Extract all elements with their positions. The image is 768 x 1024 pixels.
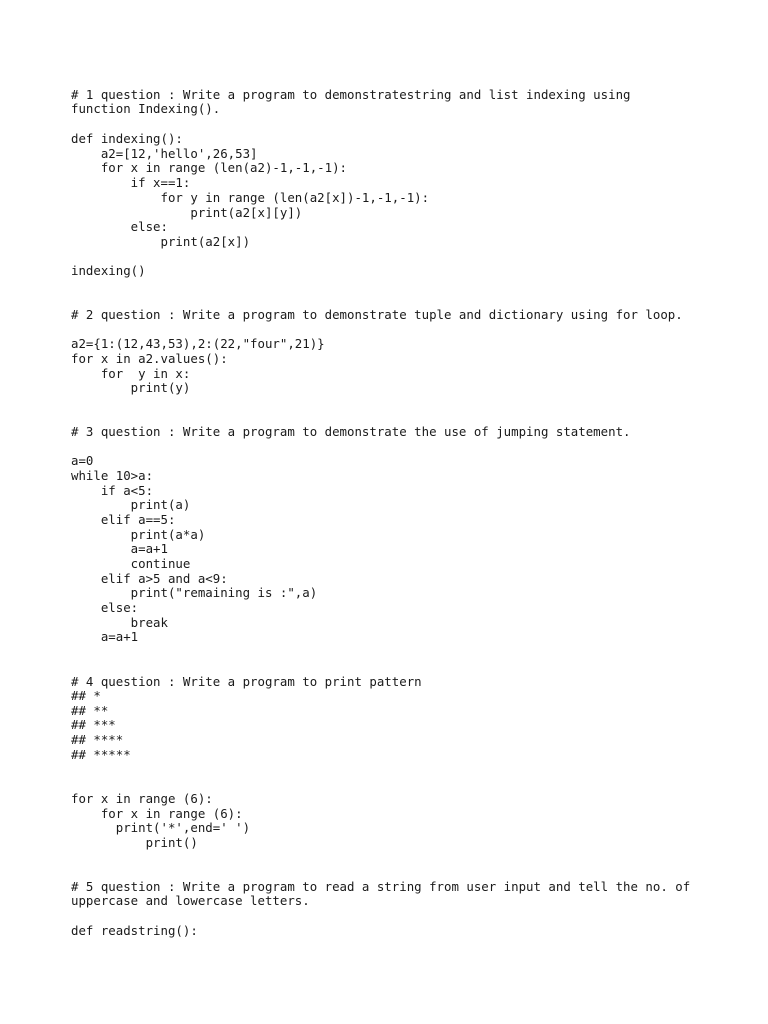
code-line: print(a*a) (71, 527, 206, 542)
q1-heading-line-2: function Indexing(). (71, 101, 221, 116)
pattern-line: ## ***** (71, 747, 131, 762)
code-line: a=a+1 (71, 629, 139, 644)
code-line: print() (71, 835, 198, 850)
code-line: print(a) (71, 497, 191, 512)
pattern-line: ## * (71, 688, 101, 703)
q2-heading: # 2 question : Write a program to demonstrate tuple and dictionary using for loop. (71, 307, 683, 322)
code-line: for x in range (6): (71, 806, 243, 821)
code-line: elif a==5: (71, 512, 176, 527)
code-line: else: (71, 600, 139, 615)
code-line: print("remaining is :",a) (71, 585, 318, 600)
code-line: if a<5: (71, 483, 154, 498)
code-line: if x==1: (71, 175, 191, 190)
pattern-line: ## ** (71, 703, 109, 718)
code-line: a2={1:(12,43,53),2:(22,"four",21)} (71, 336, 325, 351)
q5-heading-line-2: uppercase and lowercase letters. (71, 893, 310, 908)
code-line: a2=[12,'hello',26,53] (71, 146, 258, 161)
code-line: print('*',end=' ') (71, 820, 251, 835)
code-line: for y in x: (71, 366, 191, 381)
code-line: a=0 (71, 453, 94, 468)
code-line: a=a+1 (71, 541, 168, 556)
q1-heading-line-1: # 1 question : Write a program to demonstratestring and list indexing using (71, 87, 631, 102)
code-line: for x in range (len(a2)-1,-1,-1): (71, 160, 348, 175)
code-line: def indexing(): (71, 131, 183, 146)
code-line: elif a>5 and a<9: (71, 571, 228, 586)
q3-heading: # 3 question : Write a program to demonstrate the use of jumping statement. (71, 424, 631, 439)
q4-heading: # 4 question : Write a program to print pattern (71, 674, 422, 689)
code-line: break (71, 615, 168, 630)
pattern-line: ## **** (71, 732, 124, 747)
code-line: continue (71, 556, 191, 571)
code-line: for x in a2.values(): (71, 351, 228, 366)
code-line: indexing() (71, 263, 146, 278)
code-line: for x in range (6): (71, 791, 213, 806)
q5-heading-line-1: # 5 question : Write a program to read a string from user input and tell the no. of (71, 879, 691, 894)
code-line: for y in range (len(a2[x])-1,-1,-1): (71, 190, 430, 205)
code-line: print(a2[x]) (71, 234, 251, 249)
code-line: print(a2[x][y]) (71, 205, 303, 220)
pattern-line: ## *** (71, 717, 116, 732)
code-line: while 10>a: (71, 468, 154, 483)
code-line: def readstring(): (71, 923, 198, 938)
code-line: print(y) (71, 380, 191, 395)
code-line: else: (71, 219, 168, 234)
